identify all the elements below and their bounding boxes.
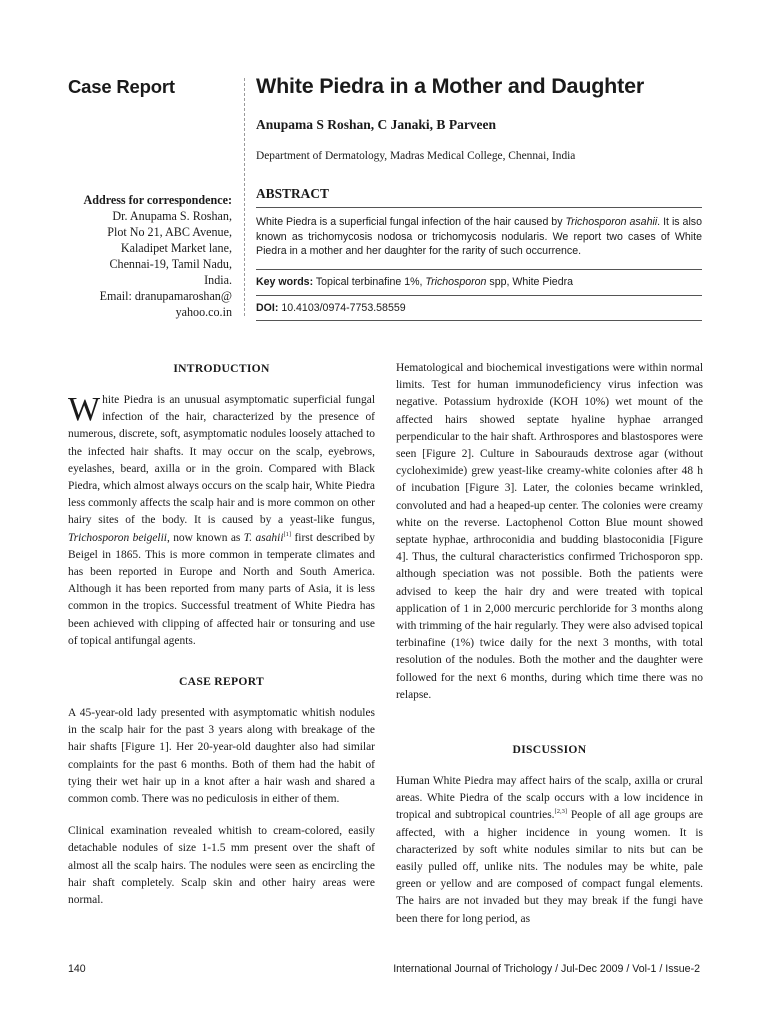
- drop-cap: W: [68, 391, 101, 428]
- journal-footer: International Journal of Trichology / Jul-Dec 2009 / Vol-1 / Issue-2: [393, 963, 700, 975]
- abstract-heading: ABSTRACT: [256, 186, 329, 201]
- article-title: White Piedra in a Mother and Daughter: [256, 74, 644, 98]
- section-label: Case Report: [68, 76, 175, 97]
- email-line: yahoo.co.in: [175, 305, 232, 319]
- introduction-heading: INTRODUCTION: [173, 362, 270, 375]
- abstract-rule-top: [256, 207, 702, 208]
- author-list: Anupama S Roshan, C Janaki, B Parveen: [256, 117, 497, 132]
- page-number: 140: [68, 963, 86, 975]
- introduction-paragraph: White Piedra is an unusual asymptomatic superficial fungal infection of the hair, characterized by the presence of numerous, discrete, soft, asymptomatic nodules loosely attached to the infected hair shafts. It may occur on the scalp, eyebrows, eyelashes, beard, axilla or in the groin. Compared with Black Piedra, which almost always occurs on the scalp hair, White Piedra less commonly affects the scalp hair and is more common on other hairy sites of the body. It is caused by a yeast-like fungus, Trichosporon beigelii, now known as T. asahii[1] first described by Beigel in 1865. This is more common in temperate climates and has been reported in Europe and North and South America. Although it has been reported from many parts of Asia, it is less common in the tropics. Successful treatment of White Piedra has been achieved with clipping of affected hair or tonsuring and use of topical antifungal agents.: [68, 391, 375, 647]
- citation-ref[interactable]: [1]: [283, 530, 292, 538]
- vertical-divider: [244, 78, 245, 316]
- discussion-heading: DISCUSSION: [512, 743, 587, 757]
- correspondence-heading: Address for correspondence:: [83, 193, 232, 207]
- abstract-rule-mid: [256, 269, 702, 270]
- email-line: Email: dranupamaroshan@: [99, 289, 232, 303]
- case-report-paragraph-2: Clinical examination revealed whitish to cream-colored, easily detachable nodules of size 1-1.5 mm present over the shaft of almost all the scalp hairs. The nodules were seen as encircling the hair shaft completely. Scalp skin and other hairy areas were normal.: [68, 825, 375, 907]
- doi-value[interactable]: 10.4103/0974-7753.58559: [278, 302, 406, 314]
- discussion-paragraph: Human White Piedra may affect hairs of the scalp, axilla or crural areas. White Piedra of the scalp occurs with a low incidence in tropical and subtropical countries.[2,3] People of all age groups are affected, with a higher incidence in young women. It is characterized by soft white nodules similar to nits but can be easily pulled off, unlike nits. The nodules may be white, pale green or yellow and are composed of compact fungal elements. The hairs are not invaded but they may break if the fungi have been there for long period, as: [396, 775, 703, 925]
- investigation-paragraph: Hematological and biochemical investigations were within normal limits. Test for human immunodeficiency virus infection was negative. Potassium hydroxide (KOH 10%) wet mount of the affected hairs showed septate hyaline hyphae arranged perpendicular to the hair shaft. Arthrospores and blastospores were seen [Figure 2]. Culture in Sabourauds dextrose agar (without cycloheximide) grew yeast-like creamy-white colonies after 48 h of incubation [Figure 3]. Later, the colonies became wrinkled, convoluted and had a heaped-up center. The colonies were creamy white on the reverse. Lactophenol Cotton Blue mount showed septate hyphae, arthroconidia and budding blastoconidia [Figure 4]. Thus, the cultural characteristics confirmed Trichosporon spp. although speciation was not possible. Both the patients were advised to keep the hair dry and were treated with topical application of 1 in 2,000 mercuric perchloride for 3 months along with trimming of the hair regularly. They were also advised topical terbinafine (1%) twice daily for the next 3 months, with total resolution of the nodules. Both the mother and the daughter were followed for the next 6 months, during which time there was no relapse.: [396, 362, 703, 701]
- right-column: [396, 360, 703, 928]
- address-line: India.: [204, 273, 232, 287]
- affiliation: Department of Dermatology, Madras Medical College, Chennai, India: [256, 150, 576, 162]
- case-report-paragraph-1: A 45-year-old lady presented with asymptomatic whitish nodules in the scalp hair for the past 3 years along with breakage of the hair shafts [Figure 1]. Her 20-year-old daughter also had similar complaints for the past 6 months. Both of them had the habit of tying their wet hair up in a knot after a hair wash and shared a common comb. There was no pediculosis in either of them.: [68, 707, 375, 806]
- address-line: Dr. Anupama S. Roshan,: [112, 209, 232, 223]
- left-column: [68, 360, 375, 909]
- keywords: Key words: Topical terbinafine 1%, Trichosporon spp, White Piedra: [256, 276, 574, 288]
- address-line: Plot No 21, ABC Avenue,: [107, 225, 232, 239]
- doi-label: DOI:: [256, 302, 279, 314]
- abstract-rule-bottom: [256, 320, 702, 321]
- keywords-label: Key words:: [256, 276, 314, 288]
- abstract-rule-doi: [256, 295, 702, 296]
- correspondence-address: [60, 192, 232, 320]
- case-report-heading: CASE REPORT: [178, 675, 265, 689]
- address-line: Chennai-19, Tamil Nadu,: [109, 257, 232, 271]
- organism-name: Trichosporon asahii: [565, 216, 658, 228]
- doi: [256, 302, 702, 314]
- address-line: Kaladipet Market lane,: [120, 241, 232, 255]
- abstract-text: White Piedra is a superficial fungal infection of the hair caused by Trichosporon asahii. It is also known as trichomycosis nodosa or trichomycosis nodularis. We report two cases of White Piedra in a mother and her daughter for the rarity of such occurrence.: [256, 216, 702, 258]
- citation-ref[interactable]: [2,3]: [554, 808, 567, 816]
